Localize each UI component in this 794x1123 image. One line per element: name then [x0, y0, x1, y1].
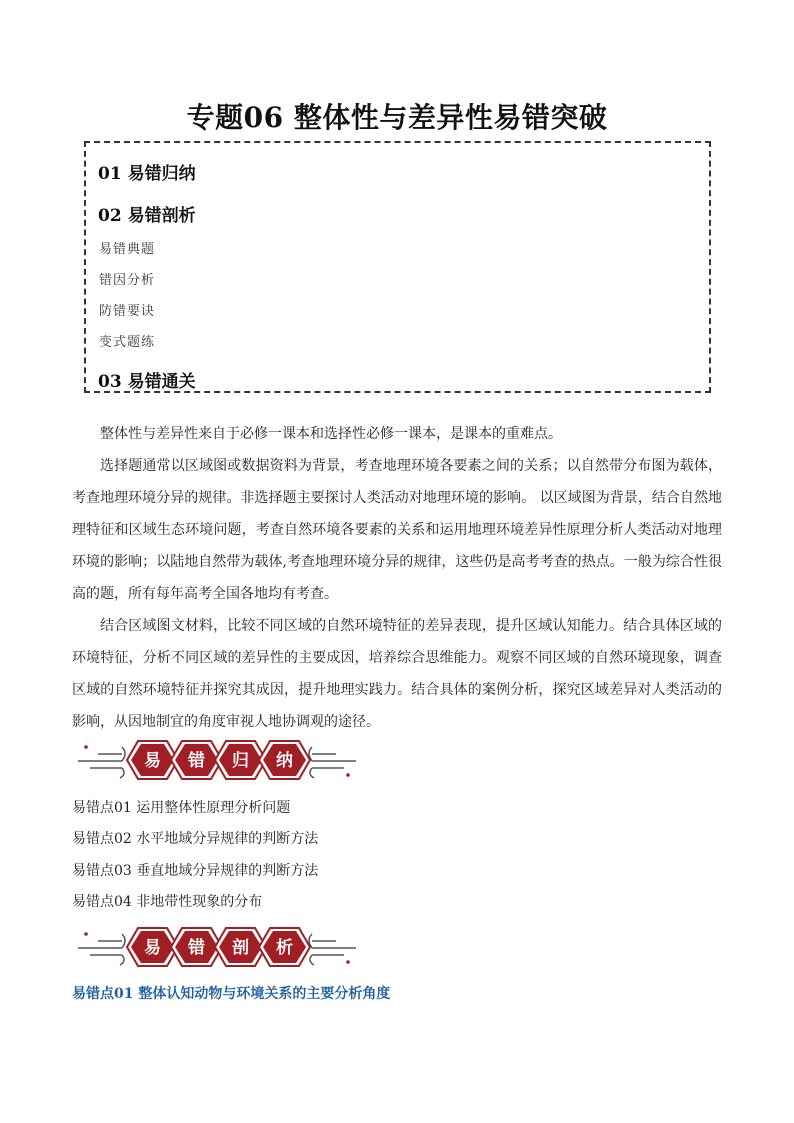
toc-section-3: 03 易错通关: [98, 372, 196, 392]
banner-char: 析: [276, 938, 293, 958]
left-ornament-icon: [78, 745, 125, 778]
banner-char: 易: [144, 751, 161, 771]
toc-section-2: 02 易错剖析: [98, 206, 196, 226]
right-ornament-icon: [309, 747, 356, 778]
error-point-item: 易错点01 运用整体性原理分析问题: [72, 800, 291, 816]
banner-error-summary: [72, 735, 362, 785]
hexagon-badge-4: [259, 741, 310, 779]
table-of-contents: [84, 141, 711, 393]
banner-char: 易: [144, 938, 161, 958]
intro-paragraph-2: 选择题通常以区域图或数据资料为背景，考查地理环境各要素之间的关系；以自然带分布图为载体，考查地理环境分异的规律。非选择题主要探讨人类活动对地理环境的影响。 以区域图为背景，结合自然地理特征和区域生态环境问题，考查自然环境各要素的关系和运用地理环境差异性原理分析人类活动对地理环境的影响；以陆地自然带为载体,考查地理环境分异的规律，这些仍是高考考查的热点。一般为综合性很高的题，所有每年高考全国各地均有考查。: [72, 458, 722, 602]
subsection-heading: 易错点01 整体认知动物与环境关系的主要分析角度: [72, 986, 391, 1002]
hexagon-badge-4: [259, 928, 310, 966]
intro-paragraph-1: 整体性与差异性来自于必修一课本和选择性必修一课本，是课本的重难点。: [100, 426, 562, 442]
banner-char: 纳: [276, 751, 293, 771]
banner-error-analysis: [72, 922, 362, 972]
error-point-item: 易错点02 水平地域分异规律的判断方法: [72, 831, 319, 847]
error-point-item: 易错点03 垂直地域分异规律的判断方法: [72, 863, 319, 879]
banner-char: 错: [188, 751, 205, 771]
banner-char: 归: [232, 751, 249, 771]
toc-sub-item: 变式题练: [99, 335, 156, 350]
toc-sub-item: 易错典题: [99, 242, 156, 257]
left-ornament-icon: [78, 932, 125, 965]
toc-sub-item: 防错要诀: [99, 304, 156, 319]
banner-char: 剖: [232, 938, 249, 958]
banner-char: 错: [188, 938, 205, 958]
intro-paragraph-3: 结合区域图文材料，比较不同区域的自然环境特征的差异表现，提升区域认知能力。结合具体区域的环境特征，分析不同区域的差异性的主要成因，培养综合思维能力。观察不同区域的自然环境现象，调查区域的自然环境特征并探究其成因，提升地理实践力。结合具体的案例分析，探究区域差异对人类活动的影响，从因地制宜的角度审视人地协调观的途径。: [72, 618, 722, 730]
toc-section-1: 01 易错归纳: [98, 164, 196, 184]
error-point-item: 易错点04 非地带性现象的分布: [72, 894, 263, 910]
right-ornament-icon: [309, 934, 356, 965]
page-title: 专题06 整体性与差异性易错突破: [186, 101, 608, 134]
toc-sub-item: 错因分析: [99, 273, 156, 288]
